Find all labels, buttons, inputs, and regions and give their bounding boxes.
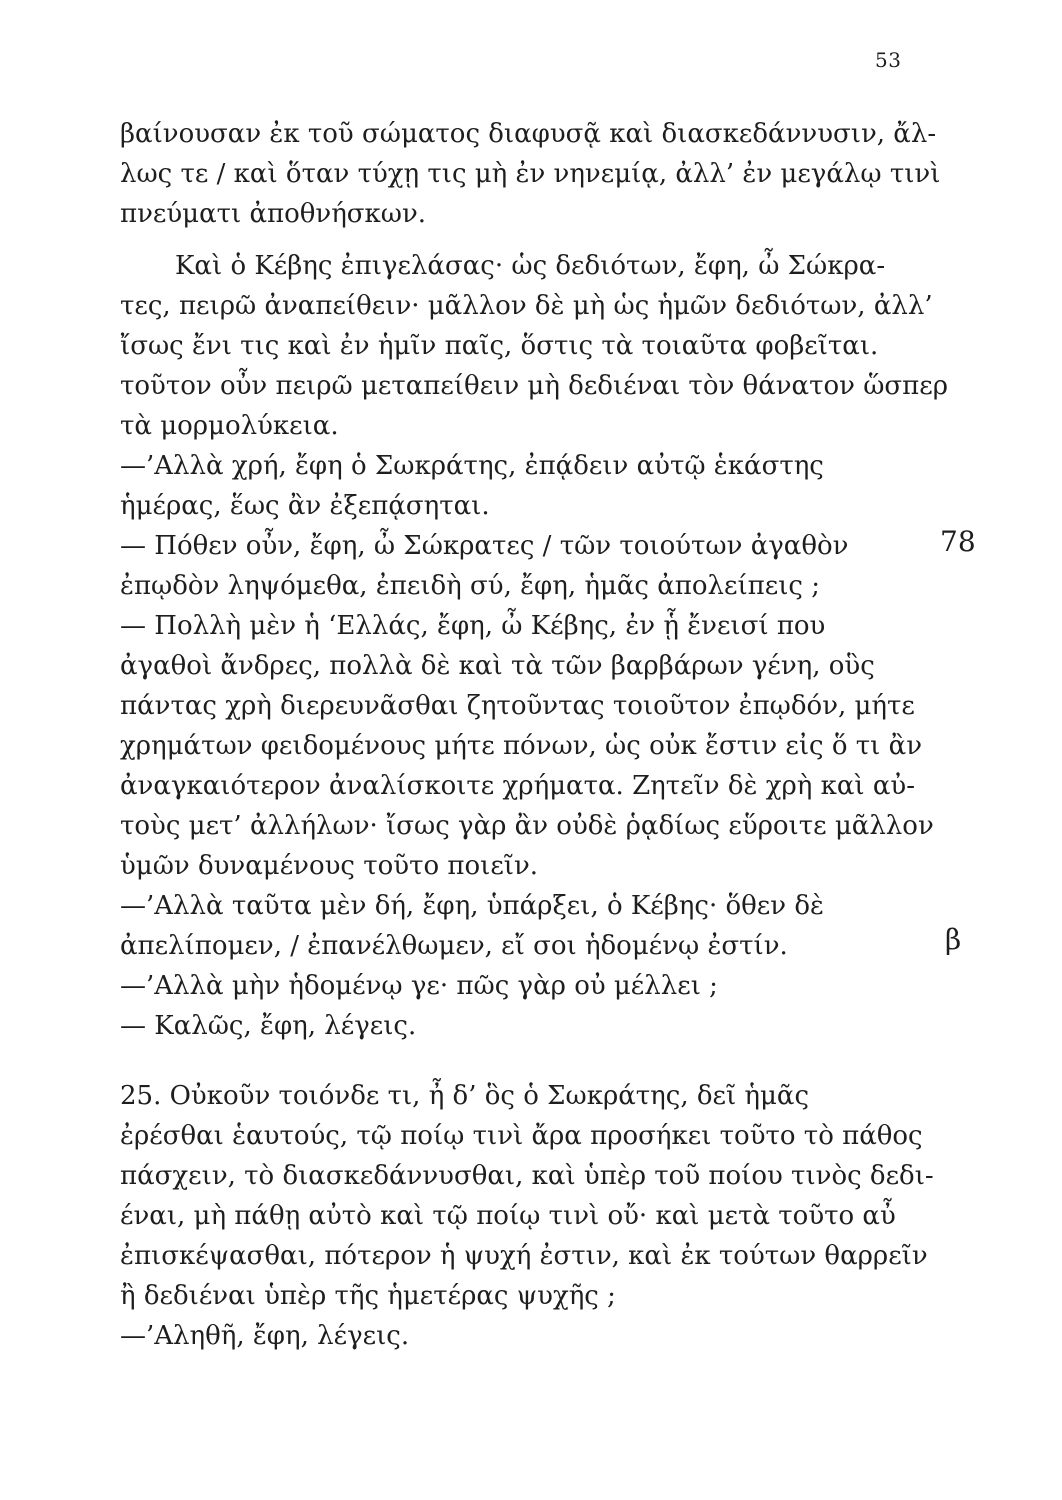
- text-line: ἀπελίπομεν, / ἐπανέλθωμεν, εἴ σοι ἡδομένῳ ἐστίν.: [120, 931, 788, 961]
- text-line: ἀναγκαιότερον ἀναλίσκοιτε χρήματα. Ζητεῖν δὲ χρὴ καὶ αὐ-: [120, 771, 916, 801]
- text-line: ἡμέρας, ἕως ἂν ἐξεπᾴσηται.: [120, 491, 490, 521]
- text-line: 25. Οὐκοῦν τοιόνδε τι, ἦ δ’ ὃς ὁ Σωκράτης, δεῖ ἡμᾶς: [120, 1081, 810, 1111]
- text-line: ἐρέσθαι ἑαυτούς, τῷ ποίῳ τινὶ ἄρα προσήκει τοῦτο τὸ πάθος: [120, 1121, 923, 1151]
- text-line: —’Αλλὰ χρή, ἔφη ὁ Σωκράτης, ἐπᾴδειν αὐτῷ ἑκάστης: [120, 451, 824, 481]
- text-line: έναι, μὴ πάθῃ αὐτὸ καὶ τῷ ποίῳ τινὶ οὔ· καὶ μετὰ τοῦτο αὖ: [120, 1201, 896, 1231]
- text-line: χρημάτων φειδομένους μήτε πόνων, ὡς οὐκ ἔστιν εἰς ὅ τι ἂν: [120, 731, 923, 761]
- text-line: Καὶ ὁ Κέβης ἐπιγελάσας· ὡς δεδιότων, ἔφη, ὦ Σώκρα-: [175, 251, 886, 281]
- text-line: τοῦτον οὖν πειρῶ μεταπείθειν μὴ δεδιέναι τὸν θάνατον ὥσπερ: [120, 371, 949, 401]
- stephanus-margin-letter: β: [945, 923, 962, 956]
- text-line: —’Αλλὰ ταῦτα μὲν δή, ἔφη, ὑπάρξει, ὁ Κέβης· ὅθεν δὲ: [120, 891, 824, 921]
- text-line: ἴσως ἔνι τις καὶ ἐν ἡμῖν παῖς, ὅστις τὰ τοιαῦτα φοβεῖται.: [120, 331, 879, 361]
- text-line: λως τε / καὶ ὅταν τύχῃ τις μὴ ἐν νηνεμίᾳ, ἀλλ’ ἐν μεγάλῳ τινὶ: [120, 159, 941, 189]
- text-line: ἀγαθοὶ ἄνδρες, πολλὰ δὲ καὶ τὰ τῶν βαρβάρων γένη, οὓς: [120, 651, 875, 681]
- text-line: τοὺς μετ’ ἀλλήλων· ἴσως γὰρ ἂν οὐδὲ ῥᾳδίως εὕροιτε μᾶλλον: [120, 811, 934, 841]
- text-line: πάσχειν, τὸ διασκεδάννυσθαι, καὶ ὑπὲρ τοῦ ποίου τινὸς δεδι-: [120, 1161, 934, 1191]
- text-line: ἐπῳδὸν ληψόμεθα, ἐπειδὴ σύ, ἔφη, ἡμᾶς ἀπολείπεις ;: [120, 571, 821, 601]
- text-line: — Πόθεν οὖν, ἔφη, ὦ Σώκρατες / τῶν τοιούτων ἀγαθὸν: [120, 531, 849, 561]
- page-number: 53: [875, 48, 902, 72]
- text-line: ἢ δεδιέναι ὑπὲρ τῆς ἡμετέρας ψυχῆς ;: [120, 1281, 616, 1311]
- text-line: ἐπισκέψασθαι, πότερον ἡ ψυχή ἐστιν, καὶ ἐκ τούτων θαρρεῖν: [120, 1241, 928, 1271]
- text-line: βαίνουσαν ἐκ τοῦ σώματος διαφυσᾷ καὶ διασκεδάννυσιν, ἄλ-: [120, 119, 937, 149]
- text-line: ὑμῶν δυναμένους τοῦτο ποιεῖν.: [120, 851, 539, 881]
- text-line: τες, πειρῶ ἀναπείθειν· μᾶλλον δὲ μὴ ὡς ἡμῶν δεδιότων, ἀλλ’: [120, 291, 933, 321]
- text-line: —’Αληθῆ, ἔφη, λέγεις.: [120, 1321, 410, 1351]
- text-line: πνεύματι ἀποθνήσκων.: [120, 199, 427, 229]
- text-line: — Καλῶς, ἔφη, λέγεις.: [120, 1011, 417, 1041]
- text-line: —’Αλλὰ μὴν ἡδομένῳ γε· πῶς γὰρ οὐ μέλλει ;: [120, 971, 718, 1001]
- stephanus-margin-number: 78: [940, 525, 976, 558]
- text-line: πάντας χρὴ διερευνᾶσθαι ζητοῦντας τοιοῦτον ἐπῳδόν, μήτε: [120, 691, 915, 721]
- text-line: τὰ μορμολύκεια.: [120, 411, 339, 441]
- text-line: — Πολλὴ μὲν ἡ ‘Ελλάς, ἔφη, ὦ Κέβης, ἐν ᾗ ἔνεισί που: [120, 611, 826, 641]
